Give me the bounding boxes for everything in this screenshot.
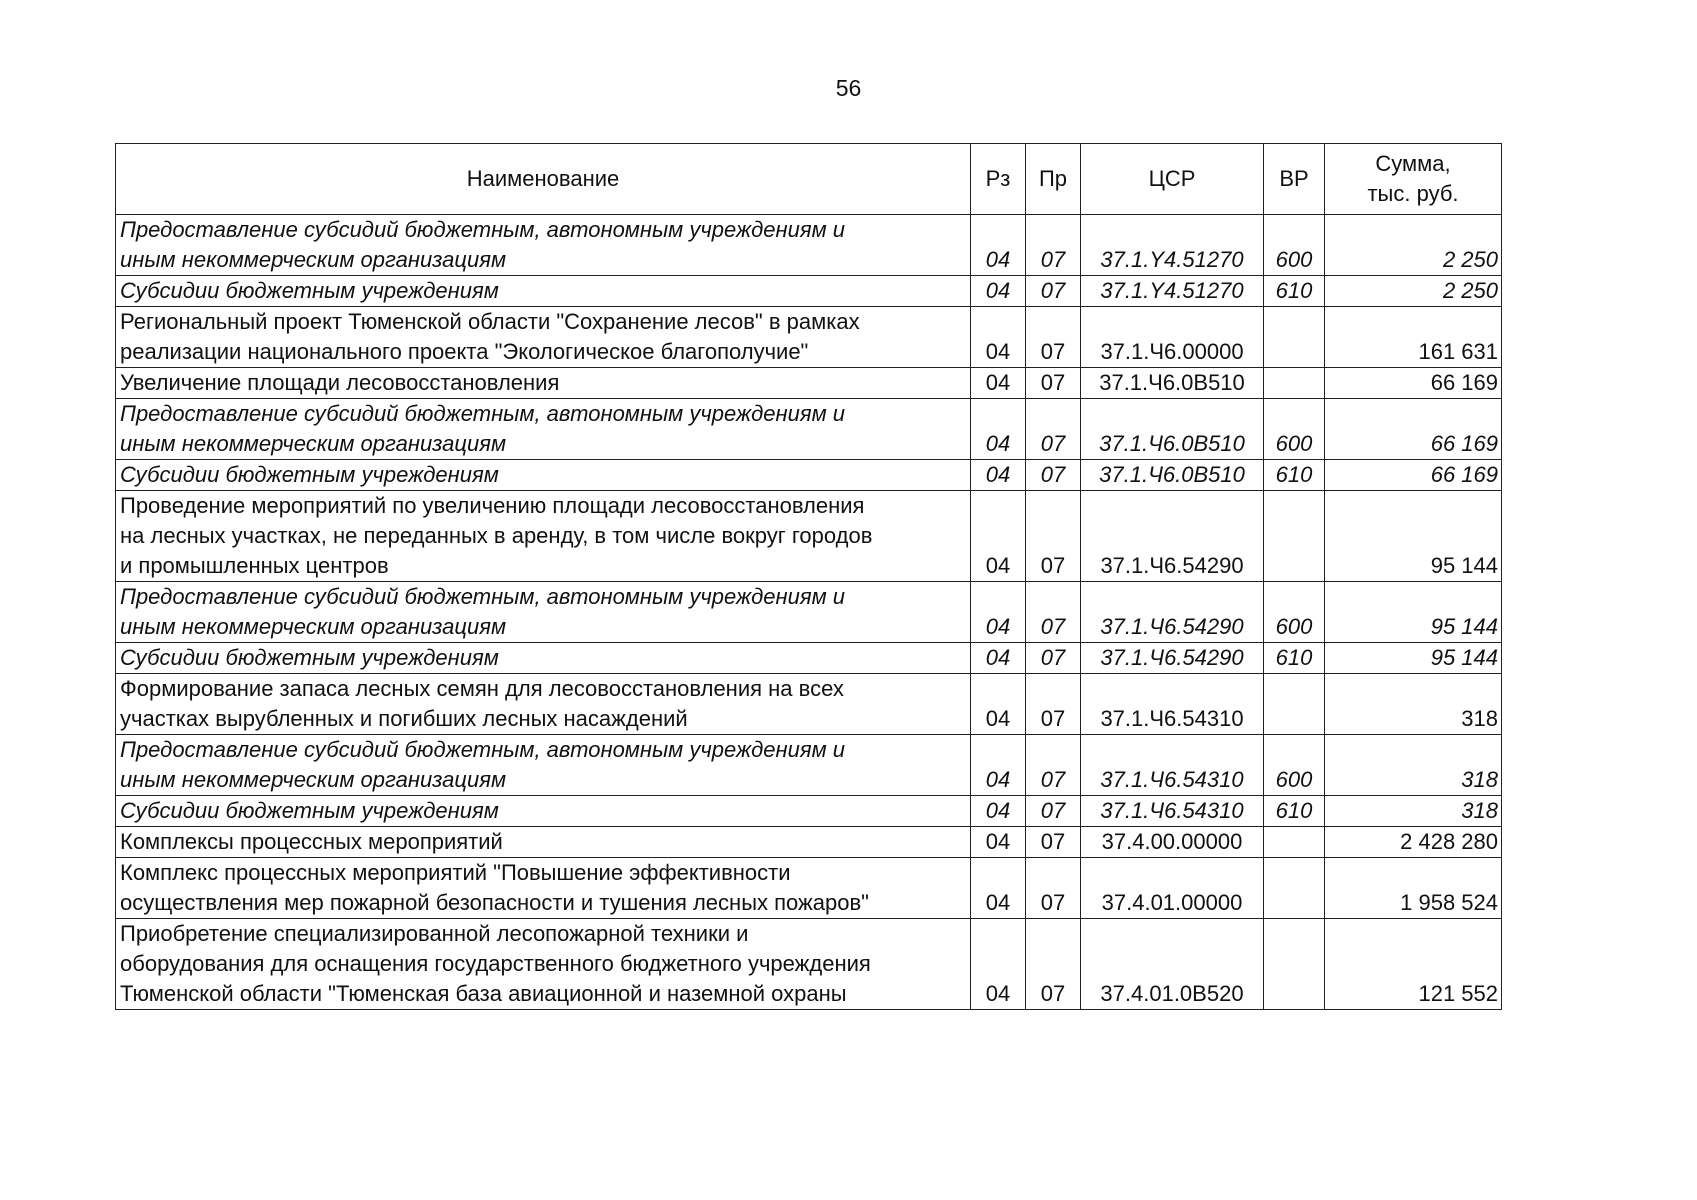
cell-rz: 04	[971, 399, 1026, 460]
table-body	[116, 215, 1502, 1010]
cell-pr: 07	[1026, 307, 1081, 368]
cell-csr: 37.4.01.0В520	[1081, 919, 1264, 1010]
cell-pr: 07	[1026, 368, 1081, 399]
cell-name-line: иным некоммерческим организациям	[120, 247, 507, 272]
cell-pr: 07	[1026, 399, 1081, 460]
cell-csr: 37.1.Ч6.54290	[1081, 491, 1264, 582]
cell-pr: 07	[1026, 827, 1081, 858]
cell-name-line: участках вырубленных и погибших лесных насаждений	[120, 706, 688, 731]
cell-sum: 121 552	[1325, 919, 1502, 1010]
cell-rz: 04	[971, 735, 1026, 796]
cell-vr: 600	[1264, 215, 1325, 276]
cell-name-line: Предоставление субсидий бюджетным, автономным учреждениям и	[120, 737, 846, 762]
cell-rz: 04	[971, 674, 1026, 735]
header-vr: ВР	[1264, 144, 1325, 215]
cell-vr	[1264, 858, 1325, 919]
cell-name-line: иным некоммерческим организациям	[120, 767, 507, 792]
cell-rz: 04	[971, 919, 1026, 1010]
cell-csr: 37.4.00.00000	[1081, 827, 1264, 858]
cell-name	[116, 276, 971, 307]
cell-name-line: осуществления мер пожарной безопасности и тушения лесных пожаров"	[120, 890, 869, 915]
table-row	[116, 827, 1502, 858]
cell-csr: 37.1.Ч6.0В510	[1081, 368, 1264, 399]
table-row	[116, 368, 1502, 399]
table-row	[116, 276, 1502, 307]
table-row	[116, 582, 1502, 643]
cell-sum: 318	[1325, 796, 1502, 827]
cell-pr: 07	[1026, 858, 1081, 919]
table-row	[116, 643, 1502, 674]
cell-vr: 610	[1264, 276, 1325, 307]
budget-table	[115, 143, 1502, 1010]
table-row	[116, 858, 1502, 919]
cell-name	[116, 582, 971, 643]
header-sum	[1325, 144, 1502, 215]
cell-sum: 95 144	[1325, 643, 1502, 674]
cell-vr	[1264, 307, 1325, 368]
cell-rz: 04	[971, 643, 1026, 674]
cell-pr: 07	[1026, 735, 1081, 796]
cell-name	[116, 858, 971, 919]
cell-sum: 2 428 280	[1325, 827, 1502, 858]
cell-sum: 66 169	[1325, 460, 1502, 491]
header-rz: Рз	[971, 144, 1026, 215]
table-header-row	[116, 144, 1502, 215]
table-row	[116, 796, 1502, 827]
cell-name-line: иным некоммерческим организациям	[120, 614, 507, 639]
cell-name-line: Приобретение специализированной лесопожарной техники и	[120, 921, 749, 946]
cell-name-line: реализации национального проекта "Экологическое благополучие"	[120, 339, 809, 364]
cell-pr: 07	[1026, 796, 1081, 827]
cell-name	[116, 674, 971, 735]
cell-csr: 37.1.Y4.51270	[1081, 215, 1264, 276]
table-row	[116, 399, 1502, 460]
cell-pr: 07	[1026, 215, 1081, 276]
cell-pr: 07	[1026, 582, 1081, 643]
cell-name-line: оборудования для оснащения государственного бюджетного учреждения	[120, 951, 871, 976]
cell-vr: 610	[1264, 643, 1325, 674]
cell-name-line: Субсидии бюджетным учреждениям	[120, 798, 499, 823]
cell-name-line: Предоставление субсидий бюджетным, автономным учреждениям и	[120, 584, 846, 609]
budget-table-container	[115, 143, 1502, 1081]
header-sum-line2: тыс. руб.	[1367, 181, 1459, 206]
table-row	[116, 919, 1502, 1010]
table-row	[116, 460, 1502, 491]
cell-rz: 04	[971, 827, 1026, 858]
cell-vr: 610	[1264, 796, 1325, 827]
cell-sum: 95 144	[1325, 491, 1502, 582]
cell-sum: 1 958 524	[1325, 858, 1502, 919]
cell-rz: 04	[971, 368, 1026, 399]
cell-name-line: Субсидии бюджетным учреждениям	[120, 462, 499, 487]
cell-name	[116, 796, 971, 827]
cell-name	[116, 491, 971, 582]
cell-sum: 66 169	[1325, 368, 1502, 399]
cell-name	[116, 215, 971, 276]
cell-name-line: Субсидии бюджетным учреждениям	[120, 278, 499, 303]
cell-name-line: Тюменской области "Тюменская база авиационной и наземной охраны	[120, 981, 847, 1006]
cell-pr: 07	[1026, 643, 1081, 674]
page-number: 56	[835, 75, 862, 101]
cell-name	[116, 827, 971, 858]
cell-name	[116, 307, 971, 368]
table-row	[116, 491, 1502, 582]
cell-rz: 04	[971, 276, 1026, 307]
cell-name-line: Увеличение площади лесовосстановления	[120, 370, 560, 395]
cell-vr: 600	[1264, 582, 1325, 643]
cell-sum: 318	[1325, 735, 1502, 796]
cell-name-line: иным некоммерческим организациям	[120, 431, 507, 456]
cell-rz: 04	[971, 858, 1026, 919]
cell-name	[116, 919, 971, 1010]
cell-vr	[1264, 368, 1325, 399]
cell-csr: 37.1.Ч6.54310	[1081, 735, 1264, 796]
cell-csr: 37.1.Ч6.54290	[1081, 643, 1264, 674]
cell-csr: 37.4.01.00000	[1081, 858, 1264, 919]
cell-vr: 600	[1264, 735, 1325, 796]
table-row	[116, 307, 1502, 368]
cell-pr: 07	[1026, 491, 1081, 582]
header-csr: ЦСР	[1081, 144, 1264, 215]
table-row	[116, 735, 1502, 796]
cell-name-line: Формирование запаса лесных семян для лесовосстановления на всех	[120, 676, 844, 701]
cell-name-line: на лесных участках, не переданных в аренду, в том числе вокруг городов	[120, 523, 873, 548]
cell-rz: 04	[971, 796, 1026, 827]
cell-name-line: Региональный проект Тюменской области "Сохранение лесов" в рамках	[120, 309, 860, 334]
cell-sum: 161 631	[1325, 307, 1502, 368]
cell-csr: 37.1.Y4.51270	[1081, 276, 1264, 307]
cell-rz: 04	[971, 307, 1026, 368]
cell-vr	[1264, 491, 1325, 582]
cell-sum: 2 250	[1325, 276, 1502, 307]
table-row	[116, 674, 1502, 735]
cell-csr: 37.1.Ч6.54310	[1081, 796, 1264, 827]
cell-sum: 95 144	[1325, 582, 1502, 643]
cell-name	[116, 399, 971, 460]
header-sum-line1: Сумма,	[1375, 151, 1451, 176]
cell-rz: 04	[971, 491, 1026, 582]
cell-sum: 66 169	[1325, 399, 1502, 460]
cell-csr: 37.1.Ч6.54290	[1081, 582, 1264, 643]
cell-vr	[1264, 827, 1325, 858]
cell-name-line: Проведение мероприятий по увеличению площади лесовосстановления	[120, 493, 865, 518]
cell-name-line: Комплексы процессных мероприятий	[120, 829, 503, 854]
cell-vr: 610	[1264, 460, 1325, 491]
header-name: Наименование	[116, 144, 971, 215]
cell-vr	[1264, 674, 1325, 735]
cell-pr: 07	[1026, 276, 1081, 307]
cell-pr: 07	[1026, 460, 1081, 491]
cell-name-line: Предоставление субсидий бюджетным, автономным учреждениям и	[120, 217, 846, 242]
cell-sum: 318	[1325, 674, 1502, 735]
cell-name-line: Субсидии бюджетным учреждениям	[120, 645, 499, 670]
cell-name	[116, 368, 971, 399]
cell-rz: 04	[971, 215, 1026, 276]
cell-rz: 04	[971, 460, 1026, 491]
cell-csr: 37.1.Ч6.00000	[1081, 307, 1264, 368]
cell-name	[116, 643, 971, 674]
cell-name	[116, 460, 971, 491]
cell-name-line: и промышленных центров	[120, 553, 389, 578]
cell-pr: 07	[1026, 919, 1081, 1010]
cell-name-line: Предоставление субсидий бюджетным, автономным учреждениям и	[120, 401, 846, 426]
cell-csr: 37.1.Ч6.0В510	[1081, 399, 1264, 460]
cell-rz: 04	[971, 582, 1026, 643]
cell-pr: 07	[1026, 674, 1081, 735]
cell-vr	[1264, 919, 1325, 1010]
cell-name-line: Комплекс процессных мероприятий "Повышение эффективности	[120, 860, 791, 885]
cell-sum: 2 250	[1325, 215, 1502, 276]
cell-vr: 600	[1264, 399, 1325, 460]
cell-csr: 37.1.Ч6.0В510	[1081, 460, 1264, 491]
cell-name	[116, 735, 971, 796]
table-row	[116, 215, 1502, 276]
cell-csr: 37.1.Ч6.54310	[1081, 674, 1264, 735]
header-pr: Пр	[1026, 144, 1081, 215]
